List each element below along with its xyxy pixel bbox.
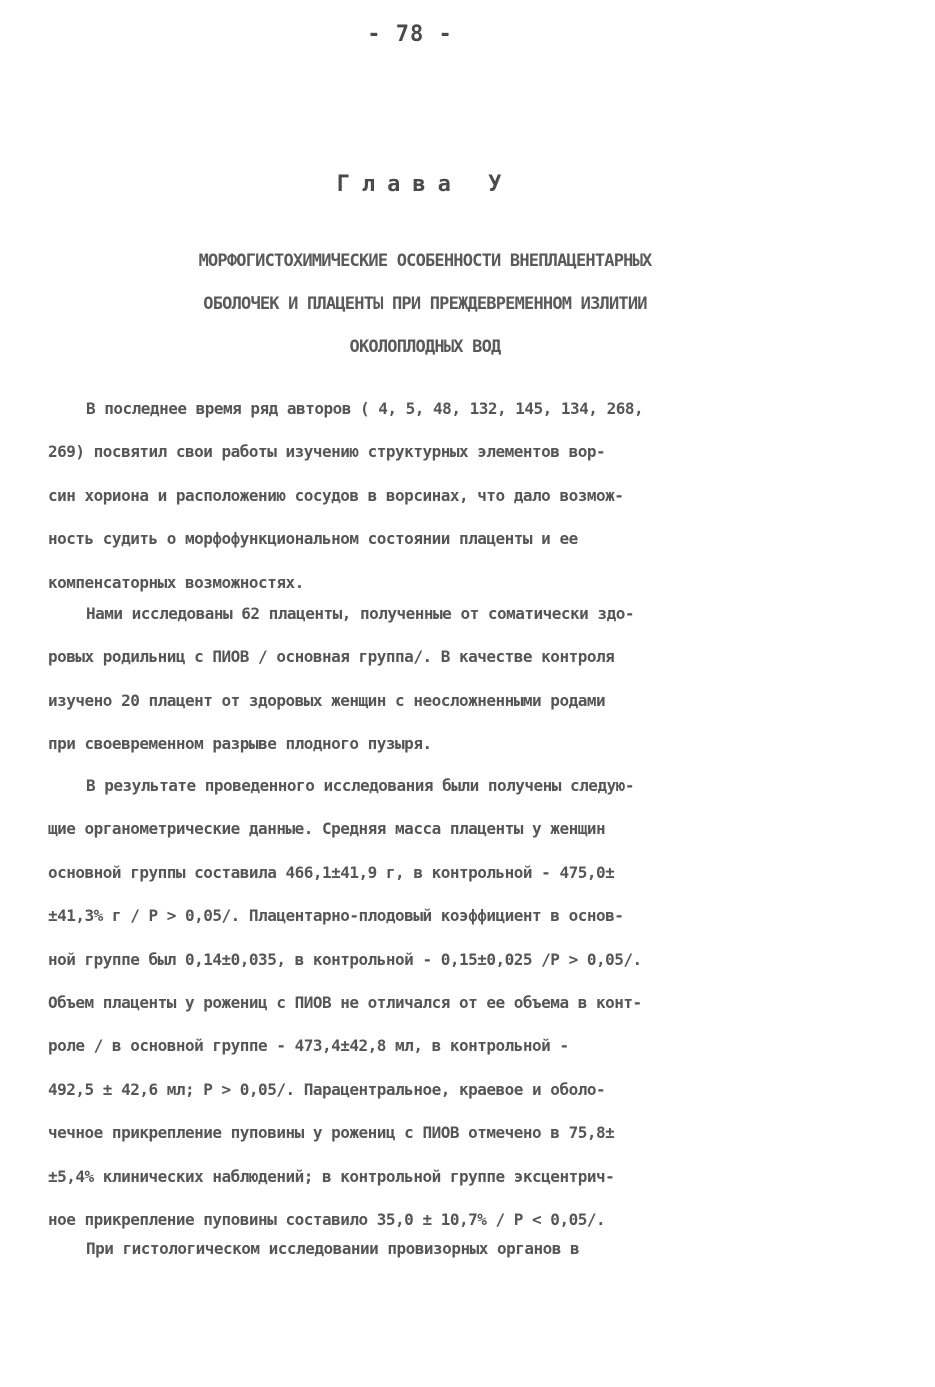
paragraph-3 (48, 764, 878, 1241)
text-line: компенсаторных возможностях. (48, 572, 304, 592)
text-line: Нами исследованы 62 плаценты, полученные от соматически здо- (86, 604, 634, 623)
text-line: при своевременном разрыве плодного пузыря. (48, 734, 432, 754)
text-line: щие органометрические данные. Средняя масса плаценты у женщин (48, 819, 606, 839)
text-line: 269) посвятил свои работы изучению структурных элементов вор- (48, 442, 606, 462)
text-line: чечное прикрепление пуповины у рожениц с ПИОВ отмечено в 75,8± (48, 1123, 615, 1143)
text-line: 492,5 ± 42,6 мл; Р > 0,05/. Парацентральное, краевое и оболо- (48, 1079, 606, 1099)
text-line: В результате проведенного исследования были получены следую- (86, 776, 634, 795)
paragraph-4 (48, 1227, 878, 1270)
text-line: При гистологическом исследовании провизорных органов в (86, 1239, 580, 1258)
text-line: ровых родильниц с ПИОВ / основная группа/. В качестве контроля (48, 647, 615, 667)
chapter-title-line: МОРФОГИСТОХИМИЧЕСКИЕ ОСОБЕННОСТИ ВНЕПЛАЦЕНТАРНЫХ (198, 251, 652, 271)
text-line: син хориона и расположению сосудов в ворсинах, что дало возмож- (48, 485, 624, 505)
text-line: ное прикрепление пуповины составило 35,0 ± 10,7% / Р < 0,05/. (48, 1209, 606, 1229)
chapter-title-line: ОБОЛОЧЕК И ПЛАЦЕНТЫ ПРИ ПРЕЖДЕВРЕМЕННОМ ИЗЛИТИИ (203, 294, 647, 314)
paragraph-2 (48, 592, 878, 766)
text-line: ность судить о морфофункциональном состоянии плаценты и ее (48, 529, 578, 549)
text-line: роле / в основной группе - 473,4±42,8 мл, в контрольной - (48, 1036, 569, 1056)
chapter-title (0, 240, 850, 369)
paragraph-1 (48, 387, 878, 604)
text-line: изучено 20 плацент от здоровых женщин с неосложненными родами (48, 690, 606, 710)
text-line: В последнее время ряд авторов ( 4, 5, 48, 132, 145, 134, 268, (86, 399, 644, 418)
chapter-heading: Глава У (336, 172, 514, 197)
text-line: основной группы составила 466,1±41,9 г, в контрольной - 475,0± (48, 862, 615, 882)
text-line: ной группе был 0,14±0,035, в контрольной - 0,15±0,025 /Р > 0,05/. (48, 949, 642, 969)
text-line: Объем плаценты у рожениц с ПИОВ не отличался от ее объема в конт- (48, 992, 642, 1012)
text-line: ±41,3% г / Р > 0,05/. Плацентарно-плодовый коэффициент в основ- (48, 906, 624, 926)
page-number: - 78 - (367, 22, 453, 47)
text-line: ±5,4% клинических наблюдений; в контрольной группе эксцентрич- (48, 1166, 615, 1186)
chapter-title-line: ОКОЛОПЛОДНЫХ ВОД (349, 337, 501, 357)
